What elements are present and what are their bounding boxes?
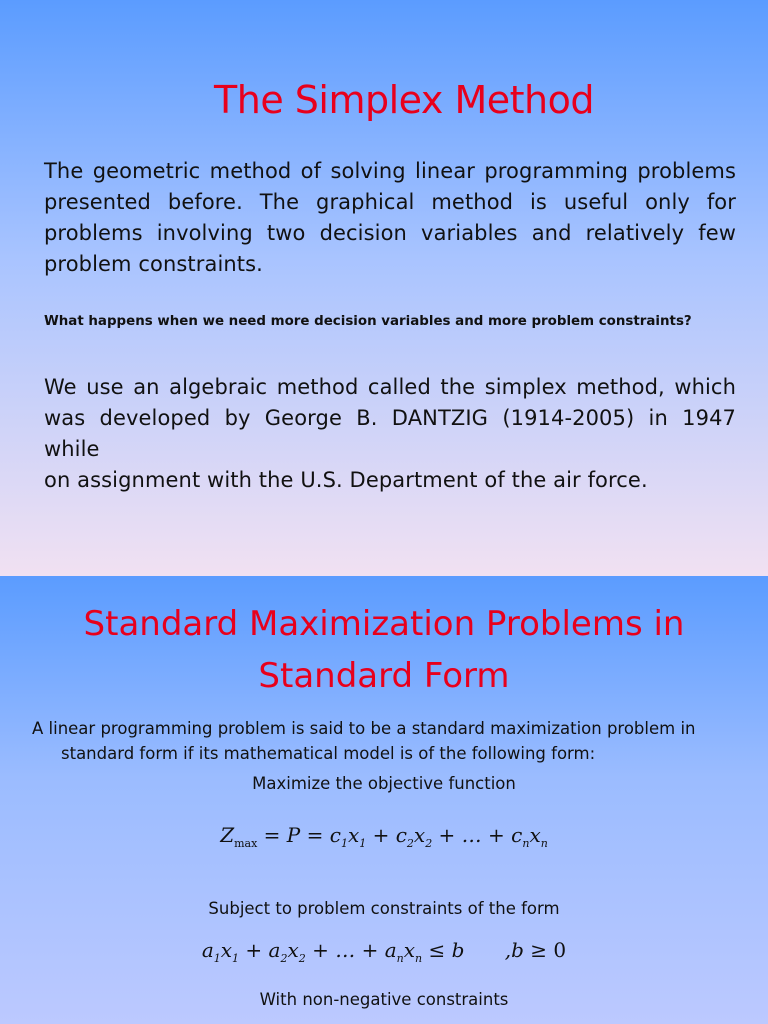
formula-subscript: 1	[340, 837, 348, 850]
subject-label: Subject to problem constraints of the form	[208, 899, 560, 918]
formula-subscript: n	[396, 952, 404, 965]
formula-subscript: max	[234, 837, 258, 850]
paragraph-geometric-method	[44, 156, 736, 280]
formula-subscript: n	[522, 837, 530, 850]
formula-symbol: c	[329, 823, 341, 847]
objective-formula: $Z_{max} = P = c_1x_1 + c_2x_2$ + … + $c_nx_n$	[220, 823, 548, 850]
formula-symbol: Z	[220, 823, 235, 847]
formula-symbol: b	[511, 938, 524, 962]
paragraph-line: The geometric method of solving linear programming problems	[44, 159, 736, 183]
formula-symbol: x	[413, 823, 426, 847]
formula-subscript: n	[415, 952, 423, 965]
formula-symbol: c	[511, 823, 523, 847]
formula-symbol: x	[403, 938, 416, 962]
paragraph-line: We use an algebraic method called the simplex method, which	[44, 375, 736, 399]
paragraph-simplex-history	[44, 372, 736, 496]
maximize-label: Maximize the objective function	[252, 774, 516, 793]
formula-symbol: b	[451, 938, 465, 962]
intro-line-1: A linear programming problem is said to be a standard maximization problem in	[32, 719, 696, 738]
intro-text	[32, 716, 752, 766]
formula-symbol: 0	[553, 938, 567, 962]
constraint-formula: $a_1x_1 + a_2x_2$ + … + $a_nx_n \le b$ ,b ≥ 0	[201, 938, 567, 965]
formula-subscript: 2	[425, 837, 433, 850]
formula-subscript: 1	[359, 837, 367, 850]
formula-symbol: x	[287, 938, 299, 962]
formula-subscript: n	[540, 837, 548, 850]
formula-subscript: 1	[232, 952, 240, 965]
slide-1-title: The Simplex Method	[214, 78, 594, 122]
formula-symbol: x	[529, 823, 541, 847]
paragraph-line: on assignment with the U.S. Department of the air force.	[44, 468, 648, 492]
formula-symbol: x	[347, 823, 360, 847]
slide-2-title-line-1: Standard Maximization Problems in	[83, 604, 685, 644]
slide-2-title	[0, 598, 768, 702]
formula-symbol: a	[268, 938, 281, 962]
slide-2-title-line-2: Standard Form	[258, 656, 510, 696]
paragraph-line: was developed by George B. DANTZIG (1914-2005) in 1947 while	[44, 406, 736, 461]
formula-subscript: 1	[213, 952, 221, 965]
formula-subscript: 2	[406, 837, 414, 850]
formula-symbol: c	[395, 823, 407, 847]
formula-symbol: P	[286, 823, 301, 847]
formula-symbol: x	[220, 938, 233, 962]
formula-subscript: 2	[280, 952, 288, 965]
question-text: What happens when we need more decision variables and more problem constraints?	[44, 314, 692, 329]
formula-symbol: a	[384, 938, 397, 962]
formula-symbol: a	[201, 938, 214, 962]
paragraph-line: problem constraints.	[44, 252, 263, 276]
slide-2	[0, 576, 768, 1024]
intro-line-2: standard form if its mathematical model is of the following form:	[61, 744, 596, 763]
formula-subscript: 2	[298, 952, 306, 965]
paragraph-line: problems involving two decision variables and relatively few	[44, 221, 736, 245]
paragraph-line: presented before. The graphical method is useful only for	[44, 190, 736, 214]
nonneg-label: With non-negative constraints	[259, 990, 509, 1009]
